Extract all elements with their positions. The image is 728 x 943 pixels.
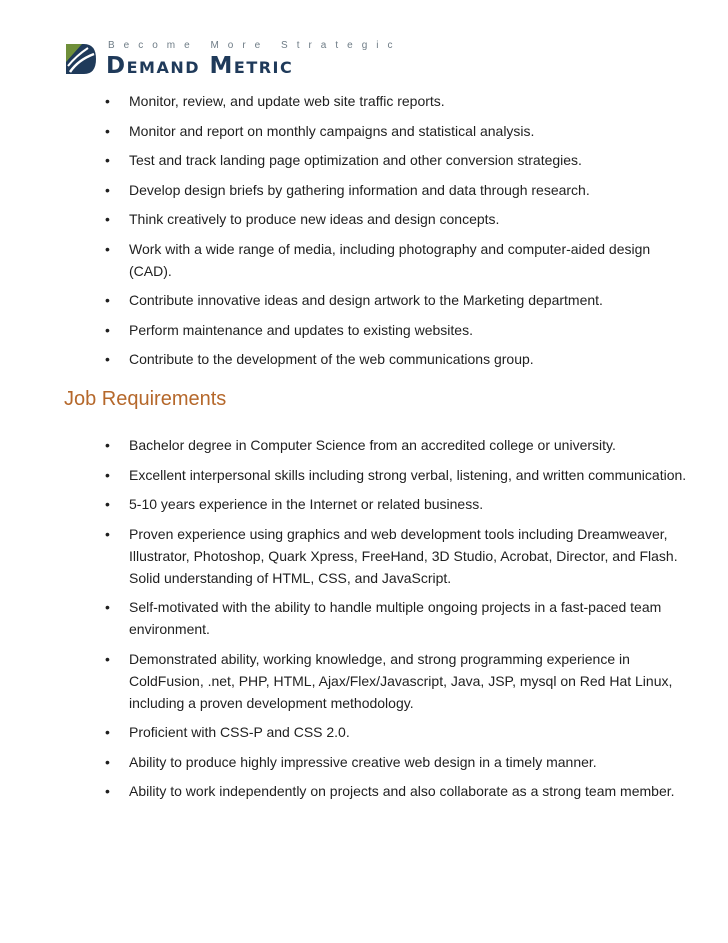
bullet-icon: • [105,122,110,139]
list-item-text: Develop design briefs by gathering information and data through research. [129,181,590,198]
list-item [95,464,695,486]
list-item-text: Monitor and report on monthly campaigns and statistical analysis. [129,122,535,139]
list-item-text: Monitor, review, and update web site traffic reports. [129,93,445,109]
bullet-icon: • [105,351,110,367]
list-item-text: Think creatively to produce new ideas and design concepts. [129,211,500,227]
list-item-text: Bachelor degree in Computer Science from an accredited college or university. [129,437,616,453]
list-item-text: Work with a wide range of media, including photography and computer-aided design (CAD). [129,240,651,279]
list-item [95,238,695,282]
list-item [95,348,695,370]
responsibilities-list [95,90,695,378]
list-item [95,208,695,230]
bullet-icon: • [105,724,110,740]
brand-name: Demand Metric [106,53,294,79]
list-item [95,90,695,112]
list-item-text: Excellent interpersonal skills including strong verbal, listening, and written communication. [129,466,687,483]
list-item [95,179,695,201]
requirements-list [95,434,695,810]
bullet-icon: • [105,525,110,542]
section-heading-job-requirements: Job Requirements [64,388,227,410]
list-item-text: Contribute to the development of the web communications group. [129,351,534,367]
list-item-text: Self-motivated with the ability to handle multiple ongoing projects in a fast-paced team environment. [129,599,662,637]
bullet-icon: • [105,152,110,168]
bullet-icon: • [105,496,110,512]
list-item [95,721,695,743]
bullet-icon: • [105,321,110,338]
list-item [95,648,695,714]
bullet-icon: • [105,437,110,453]
list-item [95,596,695,640]
list-item [95,780,695,802]
list-item [95,434,695,456]
list-item-text: Proficient with CSS-P and CSS 2.0. [129,724,350,740]
bullet-icon: • [105,466,110,483]
list-item-text: Ability to work independently on projects and also collaborate as a strong team member. [129,783,675,799]
list-item-text: 5-10 years experience in the Internet or related business. [129,496,484,512]
list-item [95,493,695,515]
list-item [95,319,695,341]
bullet-icon: • [105,753,110,770]
demand-metric-logo-icon [64,42,98,76]
list-item [95,289,695,311]
page-header [64,38,402,79]
list-item-text: Demonstrated ability, working knowledge, and strong programming experience in ColdFusion, .net, PHP, HTML, Ajax/Flex/Javascript, Java, JSP, mysql on Red Hat Linux, including a proven development methodology. [129,650,673,711]
bullet-icon: • [105,783,110,799]
bullet-icon: • [105,292,110,308]
list-item [95,120,695,142]
list-item-text: Perform maintenance and updates to existing websites. [129,321,473,338]
bullet-icon: • [105,240,110,257]
list-item-text: Ability to produce highly impressive creative web design in a timely manner. [129,753,597,770]
bullet-icon: • [105,181,110,198]
bullet-icon: • [105,211,110,227]
list-item [95,523,695,589]
list-item-text: Test and track landing page optimization and other conversion strategies. [129,152,582,168]
list-item [95,149,695,171]
list-item-text: Contribute innovative ideas and design artwork to the Marketing department. [129,292,603,308]
bullet-icon: • [105,599,110,615]
list-item [95,751,695,773]
bullet-icon: • [105,650,110,667]
bullet-icon: • [105,93,110,109]
tagline: Become More Strategic [108,40,402,51]
list-item-text: Proven experience using graphics and web development tools including Dreamweaver, Illustrator, Photoshop, Quark Xpress, FreeHand, 3D Studio, Acrobat, Director, and Flash. Solid understanding of HTML, CSS, and JavaScript. [129,525,678,586]
